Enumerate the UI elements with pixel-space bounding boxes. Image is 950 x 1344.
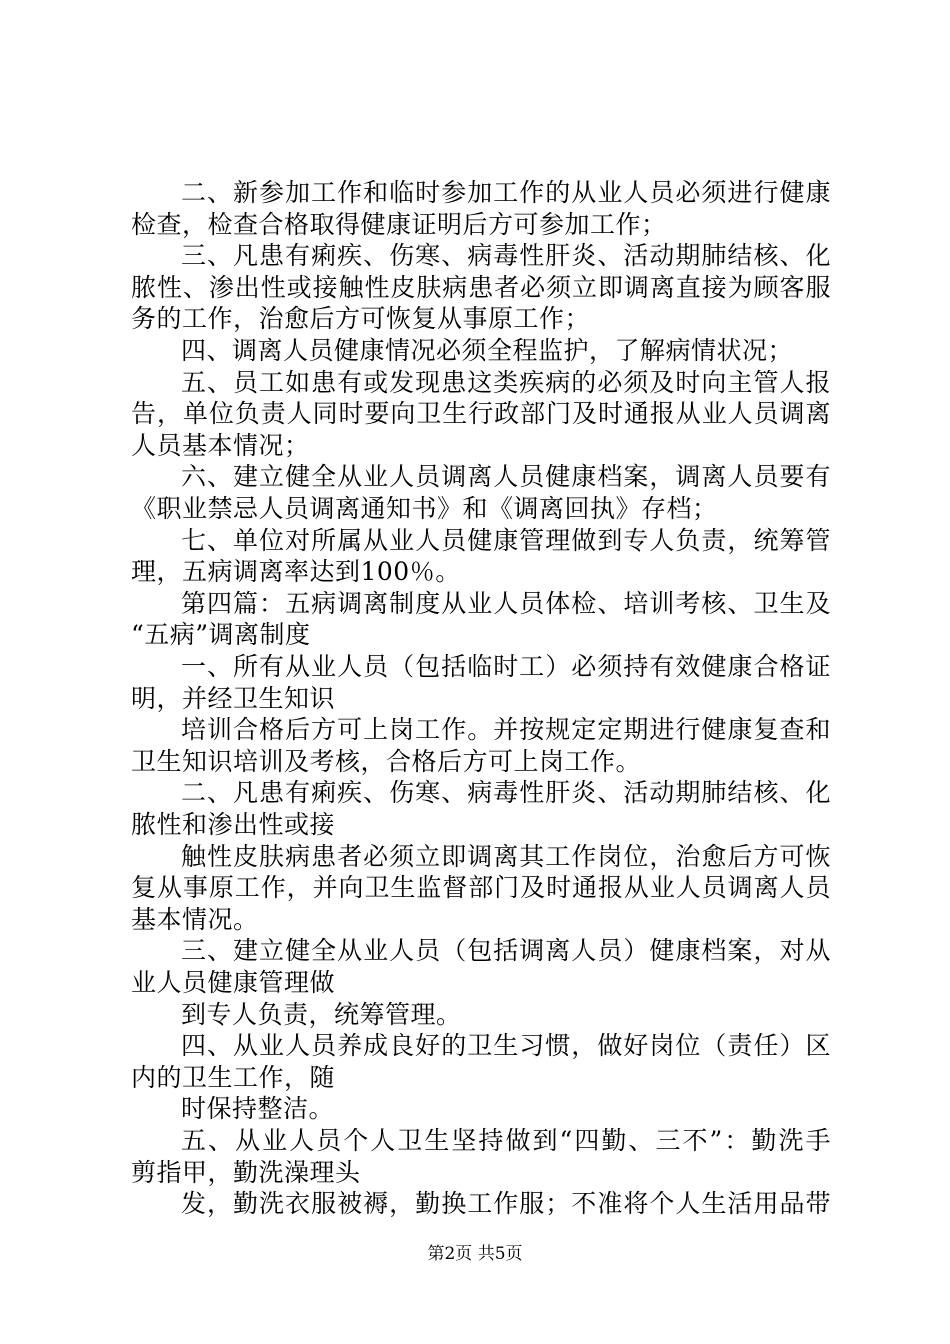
text-line: 基本情况。 — [131, 905, 259, 934]
text-line: 《职业禁忌人员调离通知书》和《调离回执》存档； — [131, 494, 718, 523]
text-line: 到专人负责，统筹管理。 — [181, 1000, 462, 1029]
text-line: 四、调离人员健康情况必须全程监护，了解病情状况； — [181, 336, 794, 365]
page-footer: 第2页 共5页 — [427, 1244, 523, 1264]
text-line: 二、新参加工作和临时参加工作的从业人员必须进行健康 — [181, 178, 831, 207]
text-line: 剪指甲，勤洗澡理头 — [131, 1158, 361, 1187]
text-line: 脓性、渗出性或接触性皮肤病患者必须立即调离直接为顾客服 — [131, 273, 831, 302]
text-line: 业人员健康管理做 — [131, 968, 336, 997]
text-line: 触性皮肤病患者必须立即调离其工作岗位，治愈后方可恢 — [181, 842, 831, 871]
text-line: 内的卫生工作，随 — [131, 1063, 336, 1092]
text-line: 六、建立健全从业人员调离人员健康档案，调离人员要有 — [181, 462, 831, 491]
text-line: 三、建立健全从业人员（包括调离人员）健康档案，对从 — [181, 936, 831, 965]
text-line: 四、从业人员养成良好的卫生习惯，做好岗位（责任）区 — [181, 1031, 831, 1060]
text-line: 人员基本情况； — [131, 431, 310, 460]
text-line: 卫生知识培训及考核，合格后方可上岗工作。 — [131, 747, 642, 776]
text-line: “五病”调离制度 — [131, 620, 311, 649]
text-line: 复从事原工作，并向卫生监督部门及时通报从业人员调离人员 — [131, 873, 831, 902]
text-line: 理，五病调离率达到100％。 — [131, 557, 461, 586]
text-line: 二、凡患有痢疾、伤寒、病毒性肝炎、活动期肺结核、化 — [181, 778, 831, 807]
text-line: 发，勤洗衣服被褥，勤换工作服；不准将个人生活用品带 — [181, 1189, 831, 1218]
text-line: 五、员工如患有或发现患这类疾病的必须及时向主管人报 — [181, 368, 831, 397]
text-line: 脓性和渗出性或接 — [131, 810, 336, 839]
text-line: 务的工作，治愈后方可恢复从事原工作； — [131, 304, 591, 333]
text-line: 培训合格后方可上岗工作。并按规定定期进行健康复查和 — [181, 715, 831, 744]
text-line: 一、所有从业人员（包括临时工）必须持有效健康合格证 — [181, 652, 831, 681]
text-line: 明，并经卫生知识 — [131, 684, 336, 713]
text-line: 第四篇：五病调离制度从业人员体检、培训考核、卫生及 — [181, 589, 831, 618]
text-line: 时保持整洁。 — [181, 1094, 335, 1123]
text-line: 七、单位对所属从业人员健康管理做到专人负责，统筹管 — [181, 526, 831, 555]
text-line: 三、凡患有痢疾、伤寒、病毒性肝炎、活动期肺结核、化 — [181, 241, 831, 270]
text-line: 五、从业人员个人卫生坚持做到“四勤、三不”：勤洗手 — [181, 1126, 831, 1155]
text-line: 告，单位负责人同时要向卫生行政部门及时通报从业人员调离 — [131, 399, 831, 428]
text-line: 检查，检查合格取得健康证明后方可参加工作； — [131, 210, 667, 239]
